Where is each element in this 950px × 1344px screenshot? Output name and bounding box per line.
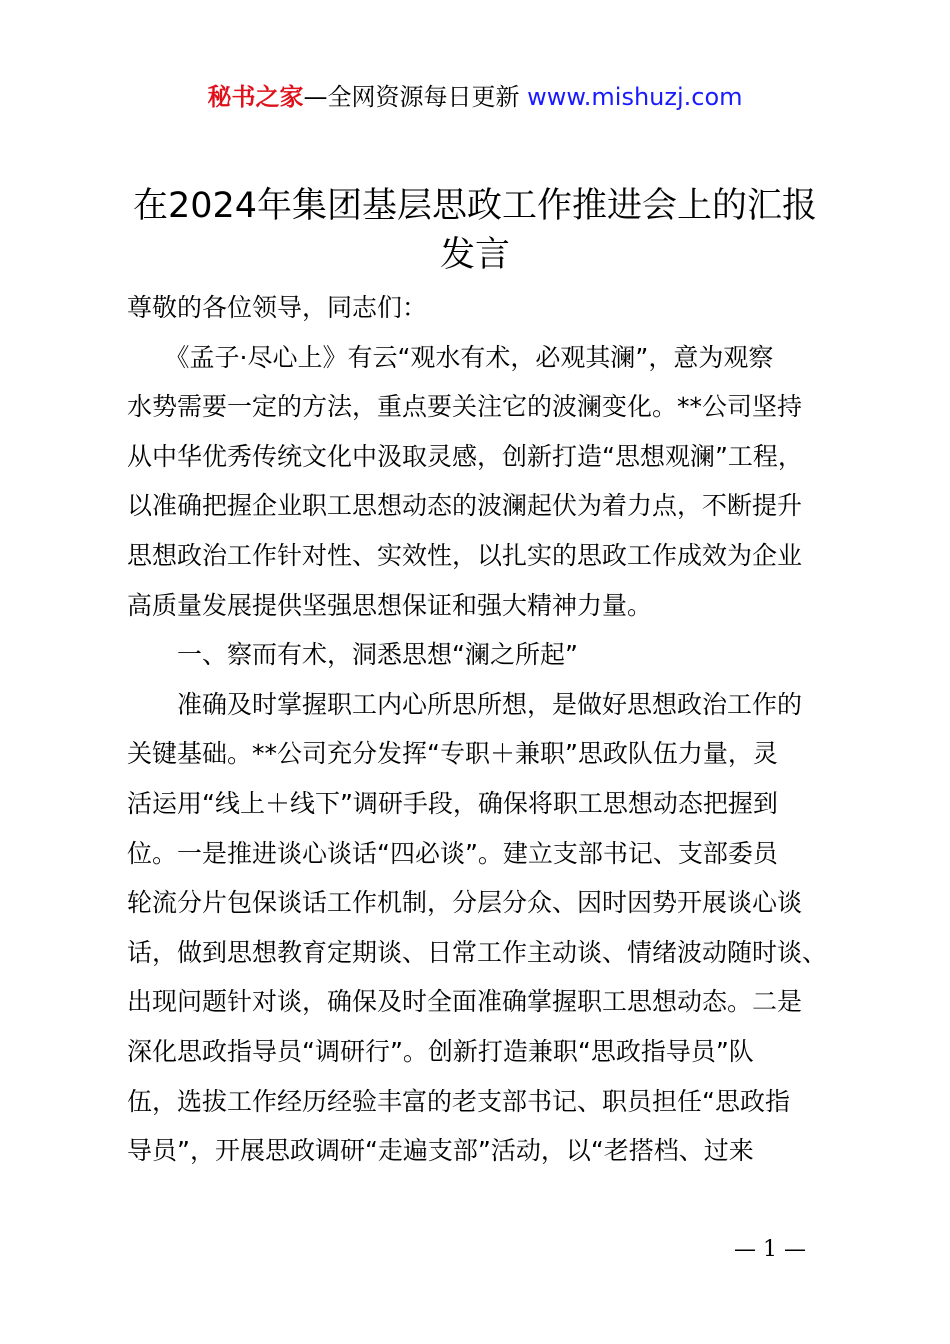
- body-line: 导员”，开展思政调研“走遍支部”活动，以“老搭档、过来: [127, 1136, 754, 1166]
- body-line: 以准确把握企业职工思想动态的波澜起伏为着力点，不断提升: [127, 491, 803, 521]
- title-line: 在2024年集团基层思政工作推进会上的汇报: [132, 186, 818, 226]
- body-line: 位。一是推进谈心谈话“四必谈”。建立支部书记、支部委员: [127, 838, 778, 868]
- page-number: — 1 —: [734, 1237, 806, 1262]
- section-heading: 一、察而有术，洞悉思想“澜之所起”: [127, 640, 578, 670]
- body-line: 话，做到思想教育定期谈、日常工作主动谈、情绪波动随时谈、: [127, 937, 828, 967]
- body-line: 出现问题针对谈，确保及时全面准确掌握职工思想动态。二是: [127, 987, 803, 1017]
- body-line: 准确及时掌握职工内心所思所想，是做好思想政治工作的: [127, 689, 803, 719]
- body-line: 轮流分片包保谈话工作机制，分层分众、因时因势开展谈心谈: [127, 888, 803, 918]
- salutation: 尊敬的各位领导，同志们：: [127, 293, 428, 322]
- site-brand: 秘书之家: [207, 83, 304, 111]
- body-line: 深化思政指导员“调研行”。创新打造兼职“思政指导员”队: [127, 1036, 754, 1066]
- document-title: [100, 182, 850, 280]
- body-line: 关键基础。**公司充分发挥“专职＋兼职”思政队伍力量，灵: [127, 739, 778, 769]
- title-line: 发言: [439, 235, 510, 275]
- body-line: 《孟子·尽心上》有云“观水有术，必观其澜”，意为观察: [127, 342, 774, 372]
- site-watermark-header: [0, 80, 950, 114]
- body-line: 伍，选拔工作经历经验丰富的老支部书记、职员担任“思政指: [127, 1086, 790, 1116]
- document-body: [127, 283, 847, 1176]
- body-line: 水势需要一定的方法，重点要关注它的波澜变化。**公司坚持: [127, 392, 803, 422]
- body-line: 高质量发展提供坚强思想保证和强大精神力量。: [127, 590, 653, 620]
- body-line: 从中华优秀传统文化中汲取灵感，创新打造“思想观澜”工程，: [127, 441, 803, 471]
- site-url: www.mishuzj.com: [527, 83, 743, 111]
- body-line: 思想政治工作针对性、实效性，以扎实的思政工作成效为企业: [127, 540, 803, 570]
- body-line: 活运用“线上＋线下”调研手段，确保将职工思想动态把握到: [127, 788, 778, 818]
- site-tagline: —全网资源每日更新: [303, 83, 520, 111]
